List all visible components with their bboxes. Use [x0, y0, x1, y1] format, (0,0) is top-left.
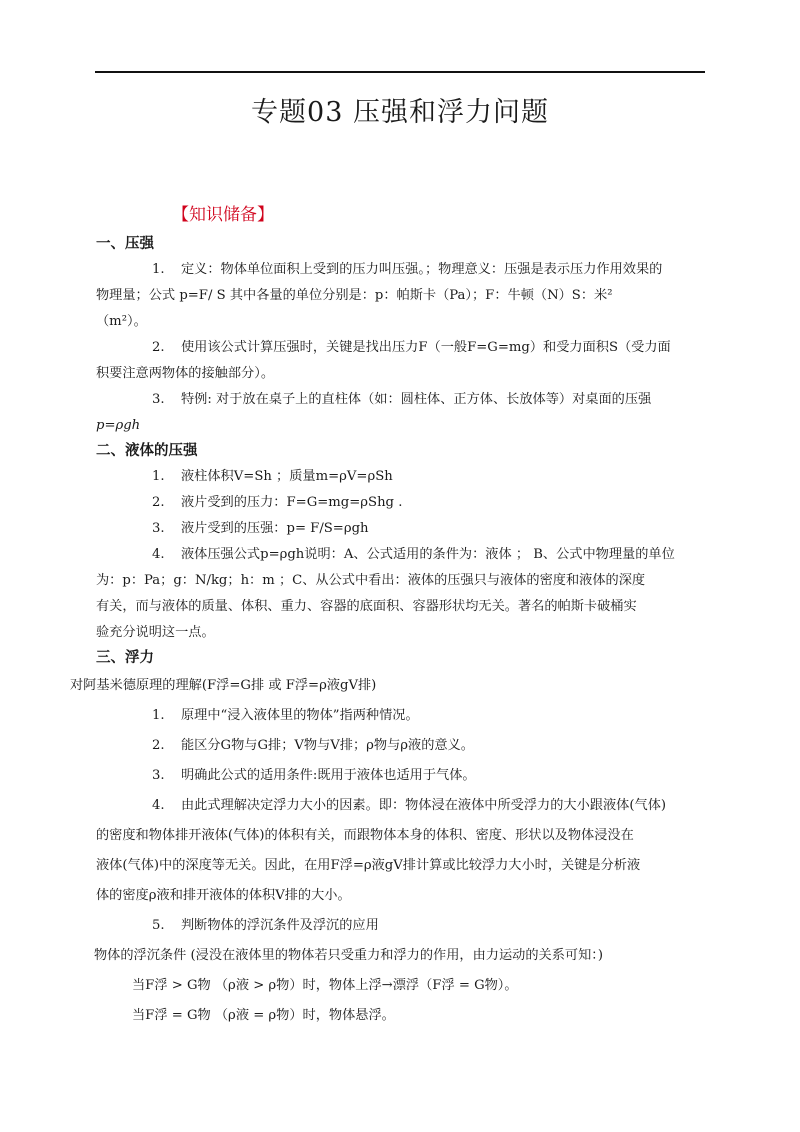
buoyancy-item-4-line3: 液体(气体)中的深度等无关。因此，在用F浮=ρ液gV排计算或比较浮力大小时，关键是分析液 — [96, 858, 641, 873]
buoyancy-item-4-line4: 体的密度ρ液和排开液体的体积V排的大小。 — [96, 888, 351, 903]
buoyancy-item-4: 4. 由此式理解决定浮力大小的因素。即：物体浸在液体中所受浮力的大小跟液体(气体) — [152, 798, 667, 813]
float-condition-1: 当F浮 > G物 （ρ液 > ρ物）时，物体上浮→漂浮（F浮 = G物）。 — [132, 978, 518, 993]
float-condition-2: 当F浮 = G物 （ρ液 = ρ物）时，物体悬浮。 — [132, 1008, 395, 1023]
liquid-item-4-line2: 为：p：Pa；g：N/kg；h：m ；C、从公式中看出：液体的压强只与液体的密度和液体的深度 — [96, 573, 646, 588]
header-rule — [95, 71, 705, 73]
pressure-item-1: 1. 定义：物体单位面积上受到的压力叫压强。；物理意义：压强是表示压力作用效果的 — [152, 262, 663, 277]
liquid-item-3: 3. 液片受到的压强：p= F/S=ρgh — [152, 521, 369, 536]
pressure-item-2: 2. 使用该公式计算压强时，关键是找出压力F（一般F=G=mg）和受力面积S（受力面 — [152, 340, 671, 355]
heading-pressure: 一、压强 — [96, 236, 154, 252]
buoyancy-item-1: 1. 原理中“浸入液体里的物体”指两种情况。 — [152, 708, 419, 723]
pressure-item-3-line2: p=ρgh — [96, 418, 141, 433]
heading-liquid-pressure: 二、液体的压强 — [96, 443, 198, 459]
heading-buoyancy: 三、浮力 — [96, 650, 154, 666]
pressure-item-1-line3: （m²）。 — [96, 314, 147, 329]
buoyancy-item-5: 5. 判断物体的浮沉条件及浮沉的应用 — [152, 918, 379, 933]
float-condition-heading: 物体的浮沉条件 (浸没在液体里的物体若只受重力和浮力的作用，由力运动的关系可知：) — [94, 948, 604, 963]
knowledge-section-tag: 【知识储备】 — [172, 205, 274, 225]
page-title: 专题03 压强和浮力问题 — [251, 97, 549, 128]
document-body — [70, 232, 706, 1031]
liquid-item-1: 1. 液柱体积V=Sh ；质量m=ρV=ρSh — [152, 469, 393, 484]
pressure-item-1-line2: 物理量；公式 p=F/ S 其中各量的单位分别是：p：帕斯卡（Pa）；F：牛顿（N）S：米² — [96, 288, 613, 303]
pressure-item-3: 3. 特例: 对于放在桌子上的直柱体（如：圆柱体、正方体、长放体等）对桌面的压强 — [152, 392, 652, 407]
buoyancy-item-2: 2. 能区分G物与G排；V物与V排；ρ物与ρ液的意义。 — [152, 738, 474, 753]
archimedes-intro: 对阿基米德原理的理解(F浮=G排 或 F浮=ρ液gV排) — [70, 678, 377, 693]
buoyancy-item-4-line2: 的密度和物体排开液体(气体)的体积有关，而跟物体本身的体积、密度、形状以及物体浸没在 — [96, 828, 634, 843]
buoyancy-item-3: 3. 明确此公式的适用条件:既用于液体也适用于气体。 — [152, 768, 476, 783]
liquid-item-2: 2. 液片受到的压力：F=G=mg=ρShg . — [152, 495, 403, 510]
liquid-item-4-line3: 有关，而与液体的质量、体积、重力、容器的底面积、容器形状均无关。著名的帕斯卡破桶实 — [96, 599, 637, 614]
liquid-item-4-line4: 验充分说明这一点。 — [96, 625, 215, 640]
pressure-item-2-line2: 积要注意两物体的接触部分）。 — [96, 366, 275, 381]
liquid-item-4: 4. 液体压强公式p=ρgh说明：A、公式适用的条件为：液体 ； B、公式中物理量的单位 — [152, 547, 675, 562]
